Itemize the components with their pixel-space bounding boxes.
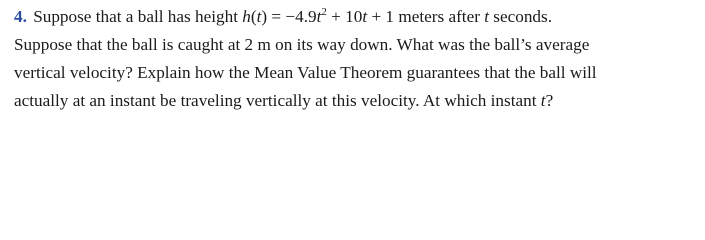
problem-line-3: vertical velocity? Explain how the Mean Value Theorem guarantees that the ball will: [14, 63, 597, 82]
problem-text-segment: actually at an instant be traveling vertically at this velocity. At which instant: [14, 91, 541, 110]
time-variable: t: [540, 91, 546, 110]
time-variable: t: [484, 7, 489, 26]
problem-text-segment: seconds.: [489, 7, 553, 26]
problem-number: 4.: [14, 7, 27, 26]
problem-text-segment: meters after: [394, 7, 485, 26]
problem-line-2: Suppose that the ball is caught at 2 m on its way down. What was the ball’s average: [14, 35, 590, 54]
problem-line-4: [14, 87, 698, 115]
problem-4: [14, 3, 698, 115]
question-mark: ?: [545, 91, 554, 110]
problem-text-segment: Suppose that a ball has height: [28, 7, 243, 26]
problem-line-1: [14, 3, 698, 31]
height-function: $h(t) = -4.9t^2 + 10t + 1$: [242, 6, 395, 26]
